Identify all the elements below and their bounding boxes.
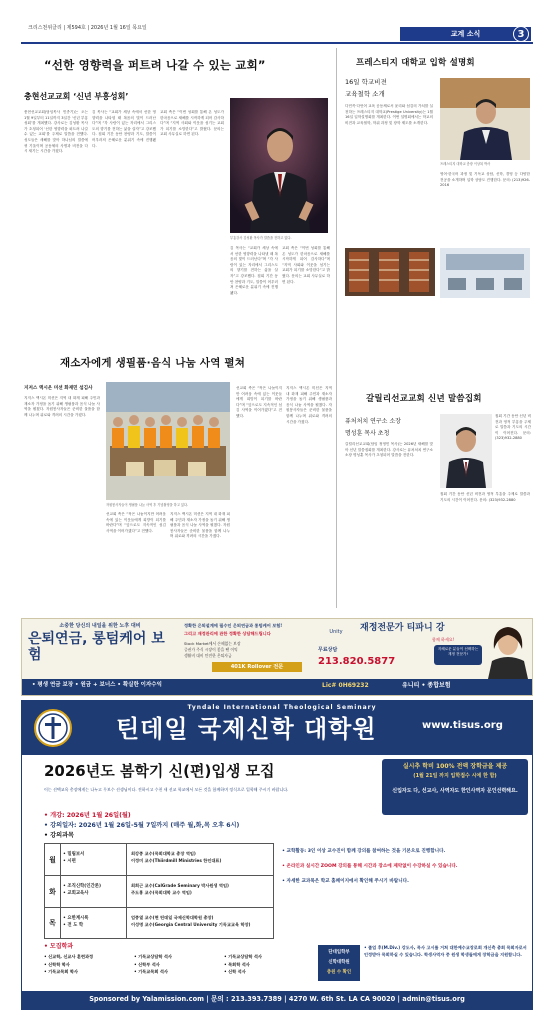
- program-item: • 기독교상담학 석사: [134, 954, 172, 959]
- prestige-body2: 영어·한국어 과정 및 기독교 상담, 신학, 경영 등 다양한 전공을 소개하며 입학 상담도 진행한다. 문의: (213)926-2016: [440, 172, 530, 188]
- course-day: 화: [45, 876, 61, 908]
- ad2-note: • 자세한 교과목은 학교 홈페이지에서 확인해 주시기 바랍니다.: [282, 879, 409, 884]
- ad2-footer-bar: [22, 991, 532, 1009]
- main-body-col1: 충현선교교회(담임목사 민종기)는 오는 1월 9일부터 11일까지 3일간 ‘신년 부흥성회’를 개최했다. 강사로는 김성환 목사가 초청되어 ‘선한 영향력을 퍼트려 나갈 수 있는 교회’를 주제로 말씀을 전했다. 성도들은 새해를 맞아 하나님의 말씀에 귀 기울이며 공동체의 사명과 비전을 다시 새기는 시간을 가졌다.: [24, 110, 88, 154]
- column-divider: [336, 48, 337, 608]
- ad1-footer-items: • 평생 연금 보장 • 원금 + 보너스 • 확실한 이자수익: [32, 682, 162, 688]
- main-photo-preacher: [230, 98, 328, 233]
- masthead-text: 크리스천위클리 | 제594호 | 2026년 1월 16일 목요일: [28, 25, 147, 31]
- prestige-photo-caption: 프레스티지 대학교 총장 이상복 박사: [440, 162, 491, 166]
- prestige-body: 다민족·다언어 교육 공동체로서 윤리와 섬김의 가치를 실천하는 프레스티지 대학교(Prestige University)는 1월 16일 입학설명회를 개최한다. 이번 설명회에서는 학교의 비전과 교육철학, 학위 과정 및 장학 제도를 소개한다.: [345, 104, 433, 125]
- unity-insurance-ad: [21, 618, 533, 696]
- ad2-schedule-line: • 강의과목: [44, 832, 75, 839]
- disaster-photo-volunteers: [106, 382, 230, 500]
- program-item: • 신교학, 신교사 훈련과정: [44, 954, 94, 959]
- course-day: 목: [45, 908, 61, 938]
- disaster-photo-caption: 자원봉사자들이 생필품 나눔 사역 후 기념촬영을 하고 있다.: [106, 503, 189, 507]
- ad2-website: www.tisus.org: [422, 720, 503, 731]
- ad2-promo1: 실시추 학비 100% 전액 장학금을 제공: [402, 763, 508, 770]
- main-body-col2: 김 목사는 “교회가 세상 속에서 선한 영향력을 나타낼 때 복음의 빛이 드러난다”며 “각 사람이 있는 자리에서 그리스도의 향기를 전하는 삶을 살자”고 강조했다. 집회 기간 동안 찬양과 기도, 말씀이 어우러져 은혜로운 분위기 속에 진행됐다.: [92, 110, 156, 148]
- ad1-midline1: 정확한 은퇴설계에 필수인 은퇴연금과 롱텀케어 보험!: [184, 623, 283, 628]
- ad2-badge-right: • 졸업 후(M.Div.) 강도사, 목사 고시를 거쳐 대한예수교장로회 개신측 총회 목회자로서 인정받아 목회하실 수 있습니다. 학생사역자 중 원생 학생들에게 장학금을 지원합니다.: [364, 945, 527, 957]
- galilee-photo-pastor: [440, 414, 492, 488]
- program-row: [44, 968, 314, 976]
- disaster-subhead: 지저스 액시온 미션 화재민 섬김사: [24, 386, 93, 391]
- prestige-photo-classroom: [440, 248, 530, 298]
- ad2-course-teachers: [126, 843, 274, 939]
- course-day: 월: [45, 844, 61, 876]
- ad1-bubble: 지혜로운 분들이 선택하는 재정 전문가!: [434, 645, 482, 665]
- badge-line: 단대입학부: [328, 950, 350, 955]
- program-item: • 기독교목회 석사: [134, 969, 168, 974]
- disaster-body-col5: 지저스 액시온 미션은 지역 내 화재 피해 주민과 재소자 가정을 돕기 위해 생필품과 음식 나눔 사역을 펼쳤다. 자원봉사자들은 준비한 물품을 함께 나누며 위로와 격려의 시간을 가졌다.: [286, 386, 332, 424]
- ad1-license: Lic# 0H69232: [322, 682, 369, 689]
- main-body-col3: 교회 측은 “이번 성회를 통해 온 성도가 한마음으로 새해를 시작하게 되어 감사하다”며 “지역 사회와 이웃을 섬기는 교회가 되기를 소망한다”고 밝혔다. 문의는 교회 사무실로 하면 된다.: [160, 110, 224, 137]
- prestige-photo-president: [440, 78, 530, 160]
- course-teacher: 최희근 교수(CalGrade Seminary 박사원생 역임) 주도홍 교수(목회대학 교수 역임): [131, 883, 229, 895]
- main-subhead: 충현선교교회 ‘신년 부흥성회’: [24, 92, 129, 101]
- ad2-intro: 이는 선택교육 총장에게는 나누고 무보수 선생님이다. 전하시고 수천 새 선교 학교에서 모든 것을 함께하며 정식으로 입학해 주시기 바랍니다.: [44, 787, 289, 792]
- galilee-headline: 갈릴리선교교회 신년 말씀집회: [366, 394, 482, 404]
- prestige-headline: 프레스티지 대학교 입학 설명회: [356, 58, 475, 68]
- ad2-footer: Sponsored by Yalamission.com | 문의 : 213.393.7389 | 4270 W. 6th St. LA CA 90020 | admin@tisus.org: [89, 995, 465, 1003]
- ad2-note: • 온라인과 실시간 ZOOM 강의를 통해 시간과 장소에 제약없이 수강하실 수 있습니다.: [282, 864, 458, 869]
- ad1-free-consult: 무료상담: [318, 647, 338, 653]
- main-body-col5: 교회 측은 “이번 성회를 통해 온 성도가 한마음으로 새해를 시작하게 되어 감사하다”며 “지역 사회와 이웃을 섬기는 교회가 되기를 소망한다”고 밝혔다. 문의는 교회 사무실로 하면 된다.: [282, 246, 330, 284]
- badge-line: 신학대학원: [328, 960, 350, 965]
- ad1-consultant-sub: 함께 하세요!: [432, 637, 455, 642]
- ad1-company: Unity: [329, 629, 343, 635]
- ad1-title: 은퇴연금, 롱텀케어 보험: [28, 631, 165, 663]
- ad1-consultant-photo: [484, 621, 532, 679]
- program-item: • 신학학 학사: [44, 961, 70, 967]
- ad1-brand: 유니티 • 종합보험: [402, 682, 451, 689]
- main-body-col4: 김 목사는 “교회가 세상 속에서 선한 영향력을 나타낼 때 복음의 빛이 드러난다”며 “각 사람이 있는 자리에서 그리스도의 향기를 전하는 삶을 살자”고 강조했다. 집회 기간 동안 찬양과 기도, 말씀이 어우러져 은혜로운 분위기 속에 진행됐다.: [230, 246, 278, 295]
- ad2-header: [22, 701, 532, 755]
- ad1-point: 증권가 주식 시장이 좋을 땐 이익: [184, 647, 238, 652]
- program-row: [44, 961, 314, 969]
- program-item: • 기독교상담학 석사: [224, 954, 262, 959]
- ad2-programs: [44, 953, 314, 976]
- ad1-midline2: 그리고 재정관리에 관한 정확한 상담해드립니다: [184, 631, 271, 636]
- ad1-consultant: 재정전문가 티파니 강: [360, 623, 445, 633]
- header-rule: [21, 42, 533, 44]
- ad2-schedule-line: • 강의일자: 2026년 1월 26일-5월 7일까지 (매주 월,화,목 오후 6시): [44, 822, 240, 829]
- ad1-footer-strip: [22, 679, 532, 695]
- course-teacher: 최강종 교수(목회대학교 총장 역임) 이정미 교수(Thiirdmill Ministries 한인대표): [131, 851, 222, 863]
- ad2-promo3: 신입자도 다, 선교사, 사역자도 한인사역자 문인선력해요.: [392, 788, 518, 794]
- disaster-body-col3: 지저스 액시온 미션은 지역 내 화재 피해 주민과 재소자 가정을 돕기 위해 생필품과 음식 나눔 사역을 펼쳤다. 자원봉사자들은 준비한 물품을 함께 나누며 위로와 격려의 시간을 가졌다.: [170, 512, 230, 539]
- page-number: 3: [513, 26, 529, 42]
- ad1-point: 생활비 대비 안전한 은퇴자금: [184, 653, 232, 658]
- program-item: • 신학 석사: [224, 969, 246, 974]
- course-subject: • 밀림보서 • 시편: [63, 852, 85, 864]
- ad2-promo-box: [382, 759, 528, 815]
- page-header: [0, 0, 555, 38]
- badge-line: 충원 수 확인: [326, 970, 352, 975]
- disaster-body-col4: 선교회 측은 “작은 나눔이지만 어려움 속에 있는 이웃들에게 희망이 되기를 바란다”며 “앞으로도 지속적인 섬김 사역을 이어가겠다”고 전했다.: [236, 386, 282, 418]
- course-subject: • 조직신학(인간론) • 교회교육사: [63, 884, 102, 896]
- program-item: • 신학부 석사: [134, 961, 160, 967]
- prestige-subhead2: 교육철학 소개: [345, 90, 385, 98]
- disaster-body-col2: 선교회 측은 “작은 나눔이지만 어려움 속에 있는 이웃들에게 희망이 되기를 바란다”며 “앞으로도 지속적인 섬김 사역을 이어가겠다”고 전했다.: [106, 512, 166, 533]
- disaster-headline: 재소자에게 생필품·음식 나눔 사역 펼쳐: [60, 357, 246, 369]
- ad2-badge: [318, 945, 360, 981]
- galilee-body: 갈릴리선교교회(담임 정영민 목사)는 2026년 새해를 맞아 신년 말씀집회를 개최한다. 강사로는 퓨처처치 연구소 소장 명성훈 목사가 초청되어 말씀을 전한다.: [345, 442, 433, 458]
- galilee-subhead2: 명성훈 목사 초청: [345, 430, 390, 437]
- galilee-subhead1: 퓨처처치 연구소 소장: [345, 418, 401, 425]
- ad2-school-en: Tyndale International Theological Seminary: [187, 704, 377, 711]
- ad2-promo2: (1월 21일 까지 입학접수 시에 한 함): [413, 773, 497, 779]
- ad2-note: • 교학활동: 3인 이상 교수진이 함께 강의를 참여하는 것을 기본으로 진행합니다.: [282, 849, 446, 854]
- section-label: 교계 소식: [400, 27, 531, 41]
- ad2-notes: [282, 847, 528, 886]
- disaster-body: 지저스 액시온 미션은 지역 내 화재 피해 주민과 재소자 가정을 돕기 위해 생필품과 음식 나눔 사역을 펼쳤다. 자원봉사자들은 준비한 물품을 함께 나누며 위로와 격려의 시간을 가졌다.: [24, 396, 100, 417]
- ad2-school-kr: 틴데일 국제신학 대학원: [116, 715, 377, 743]
- ad1-point: Stock Market에서 손해없는 보장: [184, 641, 241, 646]
- ad2-programs-title: • 모집학과: [44, 943, 74, 950]
- main-headline: “선한 영향력을 퍼트려 나갈 수 있는 교회”: [44, 58, 266, 72]
- ad2-schedule: [44, 811, 374, 841]
- galilee-body2: 집회 기간 동안 신년 비전과 영적 부흥을 주제로 말씀과 기도의 시간이 이어진다. 문의: (323)932-2880: [440, 492, 530, 502]
- course-subject: • 요한계시록 • 전 도 학: [63, 916, 89, 928]
- galilee-side-text: 집회 기간 동안 신년 비전과 영적 부흥을 주제로 말씀과 기도의 시간이 이어진다. 문의: (323)932-2880: [495, 414, 531, 441]
- ad2-title: 2026년도 봄학기 신(편)입생 모집: [44, 762, 275, 780]
- main-photo-caption: 부흥강사 김성환 목사가 말씀을 전하고 있다.: [230, 236, 292, 240]
- ad1-tagline: 소중한 당신의 내일을 위한 노후 대비: [59, 623, 141, 629]
- program-row: [44, 953, 314, 961]
- program-item: • 기독교목회 학사: [44, 969, 78, 974]
- prestige-subhead1: 16일 학교비젼: [345, 78, 387, 86]
- ad2-seal-icon: [34, 709, 72, 747]
- course-teacher: 엄종열 교수(현 틴데일 국제신학대학원 총장) 이성명 교수(Georgia Central University 기독교교육 학장): [131, 915, 251, 927]
- ad1-rollover: 401K Rollover 전문: [212, 662, 302, 672]
- ad2-schedule-line: • 개강: 2026년 1월 26일(월): [44, 812, 131, 819]
- tyndale-seminary-ad: [21, 700, 533, 1010]
- prestige-photo-library: [345, 248, 435, 296]
- ad1-phone: 213.820.5877: [318, 656, 396, 667]
- program-item: • 목회학 석사: [224, 961, 250, 967]
